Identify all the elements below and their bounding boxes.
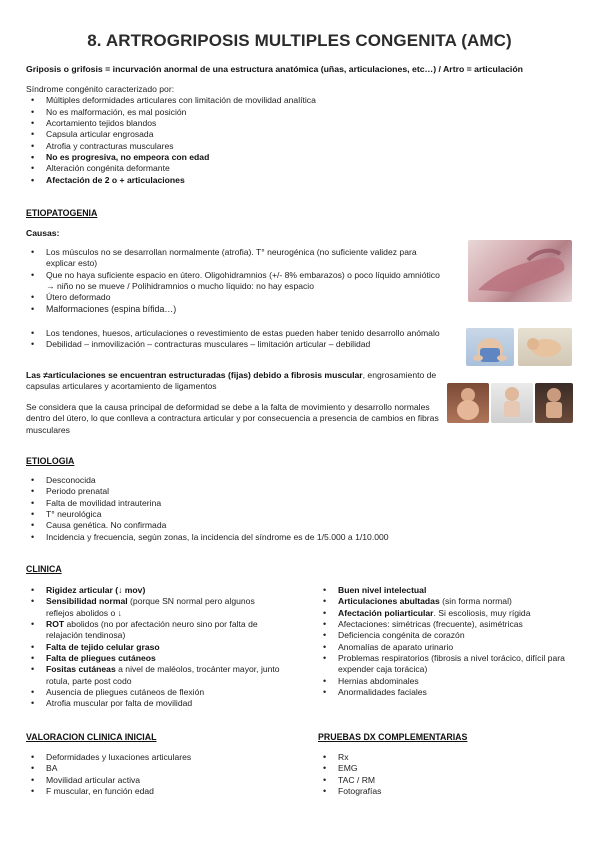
clinica-left-list bbox=[26, 585, 284, 710]
list-item: • Hernias abdominales bbox=[318, 676, 582, 687]
child-photo-drawing-3 bbox=[535, 383, 573, 423]
list-item: • Deficiencia congénita de corazón bbox=[318, 630, 582, 641]
list-item: • T° neurológica bbox=[26, 509, 546, 520]
child-photo-drawing-1 bbox=[447, 383, 489, 423]
causes-list-2 bbox=[26, 328, 446, 351]
list-item bbox=[26, 596, 284, 619]
causes-label: Causas: bbox=[26, 228, 60, 238]
section-heading-clinica: CLINICA bbox=[26, 564, 62, 574]
list-item bbox=[318, 596, 582, 607]
list-item bbox=[26, 664, 284, 687]
list-item bbox=[318, 608, 582, 619]
list-item: • Útero deformado bbox=[26, 292, 446, 303]
item-text: (sin forma normal) bbox=[439, 596, 512, 607]
list-item: • EMG bbox=[318, 763, 582, 774]
list-item bbox=[318, 585, 582, 596]
list-item: • Desconocida bbox=[26, 475, 546, 486]
list-item: • TAC / RM bbox=[318, 775, 582, 786]
clinical-photo-child-2 bbox=[491, 383, 533, 423]
item-text: . Si escoliosis, muy rígida bbox=[433, 607, 531, 618]
list-item: • Incidencia y frecuencia, según zonas, la incidencia del síndrome es de 1/5.000 a 1/10.000 bbox=[26, 532, 546, 543]
clinica-left-wrap bbox=[26, 585, 284, 710]
list-item: • Alteración congénita deformante bbox=[26, 163, 546, 174]
clinical-photo-infant-2 bbox=[518, 328, 572, 366]
infant-photo-drawing-2 bbox=[518, 328, 572, 366]
item-bold: Fositas cutáneas bbox=[46, 664, 116, 675]
clinical-photo-child-1 bbox=[447, 383, 489, 423]
list-item: • F muscular, en función edad bbox=[26, 786, 284, 797]
etiologia-wrap bbox=[26, 475, 546, 543]
intro-section bbox=[26, 84, 546, 186]
list-item: • Atrofia muscular por falta de movilidad bbox=[26, 698, 284, 709]
list-item: • No es progresiva, no empeora con edad bbox=[26, 152, 546, 163]
causes-list-wrap bbox=[26, 247, 446, 315]
list-item: • Que no haya suficiente espacio en útero. Oligohidramnios (+/- 8% embarazos) o poco líquido amniótico → niño no se mueve / Polihidramnios o mucho líquido: no hay espacio bbox=[26, 270, 446, 293]
list-item: • Falta de movilidad intrauterina bbox=[26, 498, 546, 509]
list-item: • No es malformación, es mal posición bbox=[26, 107, 546, 118]
item-text: (porque SN normal pero algunos reflejos abolidos o ↓ bbox=[46, 596, 255, 618]
list-item: • BA bbox=[26, 763, 284, 774]
arm-photo-drawing bbox=[468, 240, 572, 302]
list-item: • Acortamiento tejidos blandos bbox=[26, 118, 546, 129]
item-bold: Afectación poliarticular bbox=[338, 607, 434, 618]
clinical-photo-arm bbox=[468, 240, 572, 302]
cause-paragraph: Se considera que la causa principal de deformidad se debe a la falta de movimiento y desarrollo normales dentro del útero, lo que conlleva a contractura articular y por consecuencia a presencia de cambios en fibras musculares bbox=[26, 402, 439, 435]
item-bold: Sensibilidad normal bbox=[46, 596, 128, 607]
list-item: • Fotografías bbox=[318, 786, 582, 797]
list-item: • Afectaciones: simétricas (frecuente), asimétricas bbox=[318, 619, 582, 630]
list-item: • Rx bbox=[318, 752, 582, 763]
list-item bbox=[26, 653, 284, 664]
etiologia-list bbox=[26, 475, 546, 543]
list-item: • Periodo prenatal bbox=[26, 486, 546, 497]
list-item: • Capsula articular engrosada bbox=[26, 129, 546, 140]
clinica-right-list bbox=[318, 585, 582, 698]
list-item: • Problemas respiratorios (fibrosis a nivel torácico, difícil para expender caja torácica) bbox=[318, 653, 582, 676]
item-bold: ROT bbox=[46, 619, 65, 630]
section-heading-etiopatogenia: ETIOPATOGENIA bbox=[26, 208, 98, 218]
list-item bbox=[26, 585, 284, 596]
item-bold: Falta de pliegues cutáneos bbox=[46, 653, 156, 664]
list-item: • Anomalías de aparato urinario bbox=[318, 642, 582, 653]
fibrosis-bold: Las ≠articulaciones se encuentran estructuradas (fijas) debido a fibrosis muscular bbox=[26, 370, 363, 380]
list-item: • Atrofia y contracturas musculares bbox=[26, 141, 546, 152]
item-text: abolidos (no por afectación neuro sino por falta de relajación tendinosa) bbox=[46, 619, 258, 641]
item-bold: Buen nivel intelectual bbox=[338, 585, 427, 595]
item-bold: Rigidez articular (↓ mov) bbox=[46, 585, 146, 595]
clinica-right-wrap bbox=[318, 585, 582, 698]
list-item: • Afectación de 2 o + articulaciones bbox=[26, 175, 546, 186]
clinical-photo-infant-1 bbox=[466, 328, 514, 366]
list-item bbox=[26, 642, 284, 653]
item-bold: Falta de tejido celular graso bbox=[46, 641, 160, 652]
list-item: • Deformidades y luxaciones articulares bbox=[26, 752, 284, 763]
page-title: 8. ARTROGRIPOSIS MULTIPLES CONGENITA (AMC) bbox=[87, 31, 512, 50]
pruebas-list bbox=[318, 752, 582, 797]
fibrosis-paragraph bbox=[26, 370, 446, 393]
section-heading-etiologia: ETIOLOGIA bbox=[26, 456, 75, 466]
item-bold: Articulaciones abultadas bbox=[338, 596, 440, 607]
list-item: • Malformaciones (espina bífida…) bbox=[26, 304, 446, 316]
fibrosis-rest: , engrosamiento de capsulas articulares y acortamiento de ligamentos bbox=[26, 370, 437, 392]
valoracion-wrap bbox=[26, 752, 284, 797]
list-item: • Movilidad articular activa bbox=[26, 775, 284, 786]
list-item: • Múltiples deformidades articulares con limitación de movilidad analítica bbox=[26, 95, 546, 106]
list-item: • Los tendones, huesos, articulaciones o revestimiento de estas pueden haber tenido desarrollo anómalo bbox=[26, 328, 446, 339]
list-item: • Ausencia de pliegues cutáneos de flexión bbox=[26, 687, 284, 698]
valoracion-list bbox=[26, 752, 284, 797]
list-item: • Anormalidades faciales bbox=[318, 687, 582, 698]
list-item bbox=[26, 619, 284, 642]
list-item: • Debilidad – inmovilización – contracturas musculares – limitación articular – debilidad bbox=[26, 339, 446, 350]
intro-list bbox=[26, 95, 546, 186]
intro-lead: Síndrome congénito caracterizado por: bbox=[26, 84, 175, 94]
section-heading-valoracion: VALORACION CLINICA INICIAL bbox=[26, 732, 157, 742]
item-text: a nivel de maléolos, trocánter mayor, junto rotula, parte post codo bbox=[46, 664, 280, 686]
infant-photo-drawing-1 bbox=[466, 328, 514, 366]
section-heading-pruebas: PRUEBAS DX COMPLEMENTARIAS bbox=[318, 732, 468, 742]
pruebas-wrap bbox=[318, 752, 582, 797]
causes-list bbox=[26, 247, 446, 315]
definition-line: Griposis o grifosis = incurvación anormal de una estructura anatómica (uñas, articulaciones, etc…) / Artro = articulación bbox=[26, 64, 523, 74]
clinical-photo-child-3 bbox=[535, 383, 573, 423]
causes-list2-wrap bbox=[26, 328, 446, 351]
list-item: • Causa genética. No confirmada bbox=[26, 520, 546, 531]
child-photo-drawing-2 bbox=[491, 383, 533, 423]
list-item: • Los músculos no se desarrollan normalmente (atrofia). T° neurogénica (no suficiente validez para explicar esto) bbox=[26, 247, 446, 270]
